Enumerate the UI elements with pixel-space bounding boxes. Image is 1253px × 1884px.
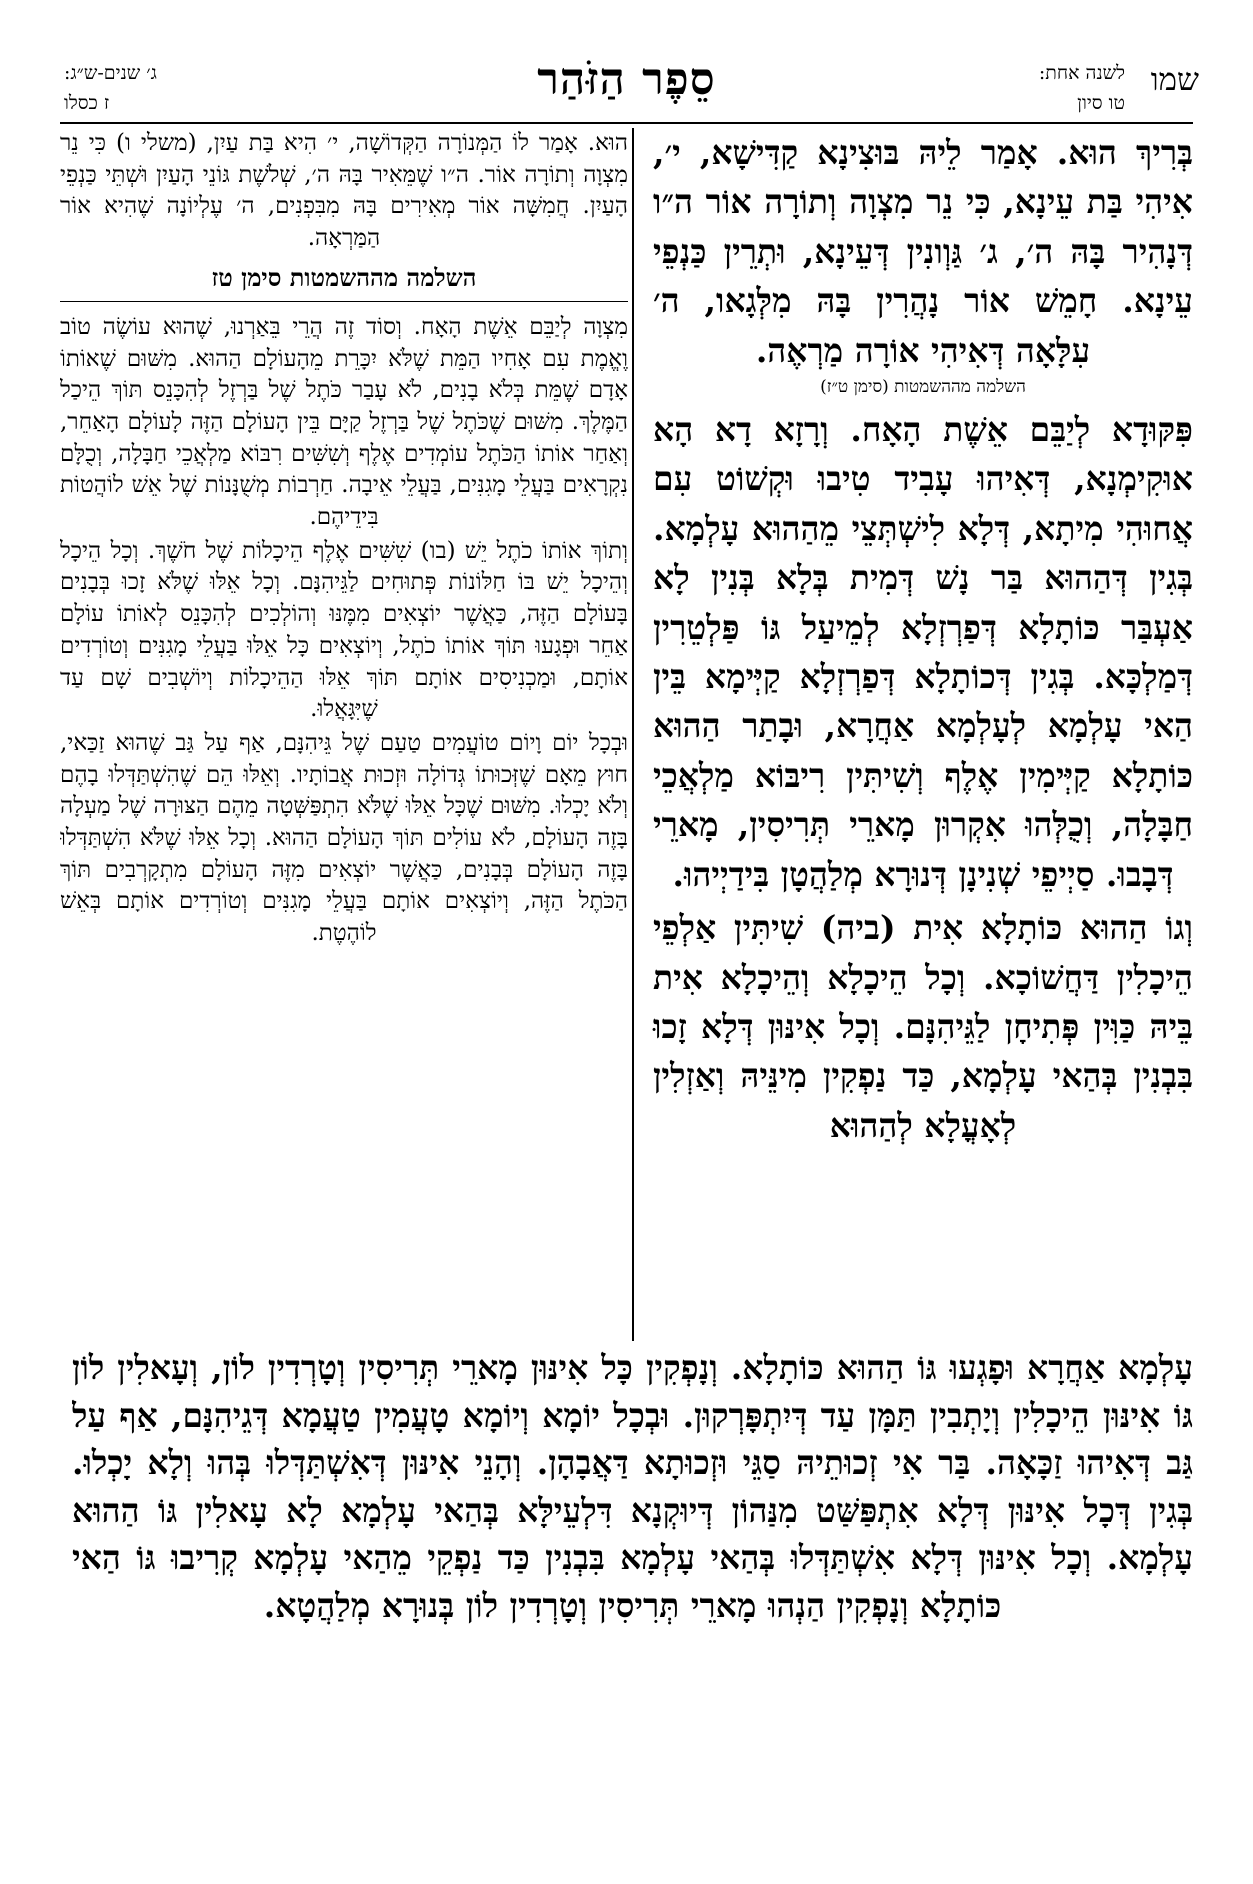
- book-title: סֵפֶר הַזֹּהַר: [537, 54, 716, 105]
- aramaic-column: [653, 128, 1193, 1150]
- hebrew-paragraph-1: הוּא. אָמַר לוֹ הַמְּנוֹרָה הַקְּדוֹשָׁה, י׳ הִיא בַּת עַיִן, (משלי ו) כִּי נֵר מִצְוָה וְתוֹרָה אוֹר. ה״ו שֶׁמֵּאִיר בָּהּ ה׳, שְׁלֹשֶׁת גּוֹנֵי הָעַיִן וּשְׁתֵּי כַּנְפֵי הָעַיִן. חֲמִשָּׁה אוֹר מְאִירִים בָּהּ מִבִּפְנִים, ה׳ עֶלְיוֹנָה שֶׁהִיא אוֹר הַמַּרְאָה.: [60, 130, 628, 252]
- aramaic-paragraph-1: בְּרִיךְ הוּא. אָמַר לֵיהּ בּוּצִינָא קַדִּישָׁא, י׳, אִיהִי בַּת עֵינָא, כִּי נֵר מִצְוָה וְתוֹרָה אוֹר ה״ו דְּנָהִיר בָּהּ ה׳, ג׳ גַּוְונִין דְּעֵינָא, וּתְרֵין כַּנְפֵי עֵינָא. חָמֵשׁ אוֹר נָהֲרִין בָּהּ מִלְּגָאו, ה׳ עִלָּאָה דְּאִיהִי אוֹרָה מַרְאֶה.: [653, 133, 1193, 370]
- aramaic-paragraph-3: וְגוֹ הַהוּא כּוֹתָלָא אִית (ביה) שִׁיתִּין אַלְפֵי הֵיכָלִין דַּחֲשׁוֹכָא. וְכָל הֵיכָלָא וְהֵיכָלָא אִית בֵּיהּ כַּוִּין פְּתִיחָן לַגֵּיהִנָּם. וְכָל אִינּוּן דְּלָא זָכוּ בִּבְנִין בְּהַאי עָלְמָא, כַּד נַפְקִין מִינֵּיהּ וְאַזְלִין לְאָעֳלָא לְהַהוּא: [653, 908, 1193, 1145]
- hebrew-paragraph-2: מִצְוָה לְיַבֵּם אֵשֶׁת הָאָח. וְסוֹד זֶה הֲרֵי בֵּאַרְנוּ, שֶׁהוּא עוֹשֶׂה טוֹב וֶאֱמֶת עִם אָחִיו הַמֵּת שֶׁלֹּא יִכָּרֵת מֵהָעוֹלָם הַהוּא. מִשּׁוּם שֶׁאוֹתוֹ אָדָם שֶׁמֵּת בְּלֹא בָנִים, לֹא עָבַר כֹּתֶל שֶׁל בַּרְזֶל לְהִכָּנֵס תּוֹךְ הֵיכַל הַמֶּלֶךְ. מִשּׁוּם שֶׁכֹּתֶל שֶׁל בַּרְזֶל קַיָּם בֵּין הָעוֹלָם הַזֶּה לָעוֹלָם הָאַחֵר, וְאַחַר אוֹתוֹ הַכֹּתֶל עוֹמְדִים אֶלֶף וְשִׁשִּׁים רִבּוֹא מַלְאֲכֵי חַבָּלָה, וְכֻלָּם נִקְרָאִים בַּעֲלֵי מָגִנִּים, בַּעֲלֵי אֵיבָה. חַרְבוֹת מְשֻׁנָּנוֹת שֶׁל אֵשׁ לוֹהֲטוֹת בִּידֵיהֶם.: [60, 313, 628, 531]
- reading-date-one-year: טו סיון: [1077, 92, 1125, 114]
- aramaic-continuation-text: עָלְמָא אַחֲרָא וּפָגְעוּ גּוֹ הַהוּא כּוֹתָלָא. וְנָפְקִין כָּל אִינּוּן מָארֵי תְּרִיסִין וְטָרְדִין לוֹן, וְעָאלִין לוֹן גּוֹ אִינּוּן הֵיכָלִין וְיָתְבִין תַּמָּן עַד דְּיִתְפָּרְקוּן. וּבְכָל יוֹמָא וְיוֹמָא טָעֲמִין טַעֲמָא דְּגֵיהִנָּם, אַף עַל גַּב דְּאִיהוּ זַכָּאָה. בַּר אִי זְכוּתֵיהּ סַגֵּי וּזְכוּתָא דַּאֲבָהָן. וְהָנֵי אִינּוּן דְּאִשְׁתַּדְּלוּ בְּהוּ וְלָא יָכְלוּ. בְּגִין דְּכָל אִינּוּן דְּלָא אִתְפַּשַּׁט מִנַּהוֹן דְּיוּקְנָא דִּלְעֵילָּא בְּהַאי עָלְמָא לָא עָאלִין גּוֹ הַהוּא עָלְמָא. וְכָל אִינּוּן דְּלָא אִשְׁתַּדְּלוּ בְּהַאי עָלְמָא בִּבְנִין כַּד נַפְקֵי מֵהַאי עָלְמָא קְרִיבוּ גּוֹ הַאי כּוֹתָלָא וְנָפְקִין הַנְהוּ מָארֵי תְּרִיסִין וְטָרְדִין לוֹן בְּנוּרָא מְלַהֲטָא.: [72, 1348, 1193, 1625]
- hebrew-paragraph-4: וּבְכָל יוֹם וָיוֹם טוֹעֲמִים טַעַם שֶׁל גֵּיהִנָּם, אַף עַל גַּב שֶׁהוּא זַכַּאי, חוּץ מֵאָם שֶׁזְּכוּתוֹ גְּדוֹלָה וּזְכוּת אֲבוֹתָיו. וְאֵלּוּ הֵם שֶׁהִשְׁתַּדְּלוּ בָהֶם וְלֹא יָכְלוּ. מִשּׁוּם שֶׁכָּל אֵלּוּ שֶׁלֹּא הִתְפַּשְּׁטָה מֵהֶם הַצּוּרָה שֶׁל מַעְלָה בָּזֶה הָעוֹלָם, לֹא עוֹלִים תּוֹךְ הָעוֹלָם הַהוּא. וְכָל אֵלּוּ שֶׁלֹּא הִשְׁתַּדְּלוּ בָּזֶה הָעוֹלָם בְּבָנִים, כַּאֲשֶׁר יוֹצְאִים מִזֶּה הָעוֹלָם מִתְקָרְבִים תּוֹךְ הַכֹּתֶל הַזֶּה, וְיוֹצְאִים אוֹתָם בַּעֲלֵי מָגִנִּים וְטוֹרְדִים אוֹתָם בְּאֵשׁ לוֹהֶטֶת.: [60, 729, 628, 947]
- hebrew-section-heading: השלמה מההשמטות סימן טז: [60, 263, 628, 302]
- column-divider: [632, 128, 634, 1341]
- aramaic-paragraph-2: פִּקּוּדָא לְיַבֵּם אֵשֶׁת הָאָח. וְרָזָא דָא הָא אוּקִימְנָא, דְּאִיהוּ עָבִיד טִיבוּ וּקְשׁוֹט עִם אֲחוּהִי מִיתָא, דְּלָא לִישְׁתְּצֵי מֵהַהוּא עָלְמָא. בְּגִין דְּהַהוּא בַּר נָשׁ דְּמִית בְּלָא בְּנִין לָא אַעְבַּר כּוֹתָלָא דְּפַרְזְלָא לְמֵיעַל גּוֹ פַּלְטֵרִין דְּמַלְכָּא. בְּגִין דְּכוֹתָלָא דְּפַרְזְלָא קַיְּימָא בֵּין הַאי עָלְמָא לְעָלְמָא אַחֲרָא, וּבָתַר הַהוּא כּוֹתָלָא קַיְּימִין אֶלֶף וְשִׁיתִּין רִיבּוֹא מַלְאֲכֵי חַבָּלָה, וְכֻלְּהוּ אִקְרוּן מָארֵי תְּרִיסִין, מָארֵי דְּבָבוּ. סַיְיפֵי שְׁנִינָן דְּנוּרָא מְלַהֲטָן בִּידַיְיהוּ.: [653, 410, 1193, 894]
- page-number: שמו: [1150, 62, 1199, 98]
- hebrew-paragraph-3: וְתוֹךְ אוֹתוֹ כֹתֶל יֵשׁ (בו) שִׁשִּׁים אֶלֶף הֵיכָלוֹת שֶׁל חֹשֶׁךְ. וְכָל הֵיכָל וְהֵיכָל יֵשׁ בּוֹ חַלּוֹנוֹת פְּתוּחִים לַגֵּיהִנָּם. וְכָל אֵלּוּ שֶׁלֹּא זָכוּ בְּבָנִים בָּעוֹלָם הַזֶּה, כַּאֲשֶׁר יוֹצְאִים מִמֶּנּוּ וְהוֹלְכִים לְהִכָּנֵס לְאוֹתוֹ עוֹלָם אַחֵר וּפְגָעוּ תּוֹךְ אוֹתוֹ כֹתֶל, וְיוֹצְאִים כָּל אֵלּוּ בַּעֲלֵי מָגִנִּים וְטוֹרְדִים אוֹתָם, וּמַכְנִיסִים אוֹתָם תּוֹךְ אֵלּוּ הַהֵיכָלוֹת וְיוֹשְׁבִים שָׁם עַד שֶׁיִּגָּאֲלוּ.: [60, 537, 628, 723]
- header-rule: [60, 122, 1193, 124]
- hebrew-body: [60, 312, 628, 1342]
- hebrew-translation-column: [60, 128, 628, 1342]
- aramaic-section-heading: השלמה מההשמטות (סימן ט״ז): [820, 377, 1026, 398]
- reading-schedule-one-year: לשנה אחת:: [1038, 62, 1125, 84]
- reading-schedule-three-years: ג׳ שנים-ש״ג:: [64, 62, 157, 84]
- aramaic-continuation: [72, 1344, 1193, 1834]
- reading-date-three-years: ז כסלו: [64, 92, 110, 114]
